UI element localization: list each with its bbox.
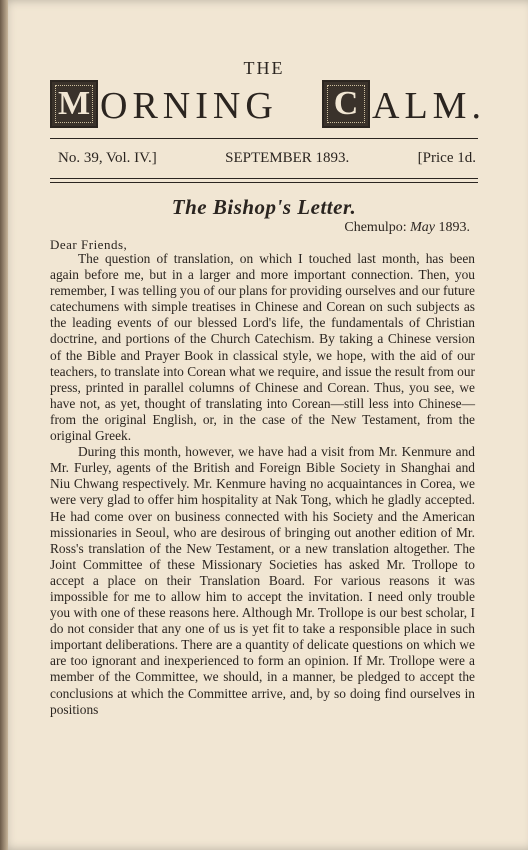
article-title: The Bishop's Letter. (171, 195, 357, 219)
dateline (344, 220, 470, 236)
dateline-month: May (410, 220, 435, 235)
paragraph: During this month, however, we have had a visit from Mr. Kenmure and Mr. Furley, agents of the British and Foreign Bible Society in Shanghai and Niu Chwang respectively. Mr. Kenmure having no acquaintances in Corea, we were very glad to offer him hospitality at Nak Tong, which he gladly accepted. He had come over on business connected with his Society and the American missionaries in Seoul, who are desirous of bringing out another edition of Mr. Ross's translation of the New Testament, or a new translation altogether. The Joint Committee of these Missionary Societies has asked Mr. Trollope to accept a place on their Translation Board. For various reasons it was impossible for me to allow him to accept the invitation. I need only trouble you with one of these reasons here. Although Mr. Trollope is our best scholar, I do not consider that any one of us is yet fit to take a responsible place in such important deliberations. There are a quantity of delicate questions on which we are too ignorant and inexperienced to form an opinion. If Mr. Trollope were a member of the Committee, we should, in a manner, be pledged to accept the conclusions at which the Committee arrive, and, by so doing find ourselves in positions (50, 444, 475, 717)
paragraph: The question of translation, on which I touched last month, has been again before me, but in a larger and more important connection. Then, you remember, I was telling you of our plans for providing ourselves and our future catechumens with simple treatises in Chinese and Corean on such subjects as the leading events of our blessed Lord's life, the fundamentals of Christian doctrine, and portions of the Church Catechism. By taking a Chinese version of the Bible and Prayer Book in classical style, we hope, with the aid of our teachers, to translate into Corean what we require, and issue the result from our press, printed in parallel columns of Chinese and Corean. Thus, you see, we have not, as yet, thought of translating into Corean—still less into Chinese—from the original English, or, in the case of the New Testament, from the original Greek. (50, 251, 476, 444)
masthead-word-orning: ORNING (100, 85, 278, 127)
issue-line (58, 150, 476, 167)
article-body (50, 251, 475, 718)
rule-double (50, 178, 478, 183)
issue-number: No. 39, Vol. IV.] (58, 150, 157, 166)
issue-price: [Price 1d. (417, 150, 476, 166)
rule-top (50, 138, 478, 139)
issue-date: SEPTEMBER 1893. (225, 150, 350, 166)
salutation: Dear Friends, (50, 237, 128, 252)
masthead-title (50, 78, 486, 130)
masthead-the: THE (243, 58, 285, 78)
dateline-year: 1893. (438, 220, 470, 235)
book-spine-edge (0, 0, 8, 850)
dateline-place: Chemulpo: (344, 220, 407, 235)
initial-letter: C (333, 85, 359, 122)
masthead-word-alm: ALM. (372, 85, 486, 127)
ornamental-initial-m (50, 80, 98, 128)
initial-letter: M (57, 85, 91, 122)
ornamental-initial-c (322, 80, 370, 128)
